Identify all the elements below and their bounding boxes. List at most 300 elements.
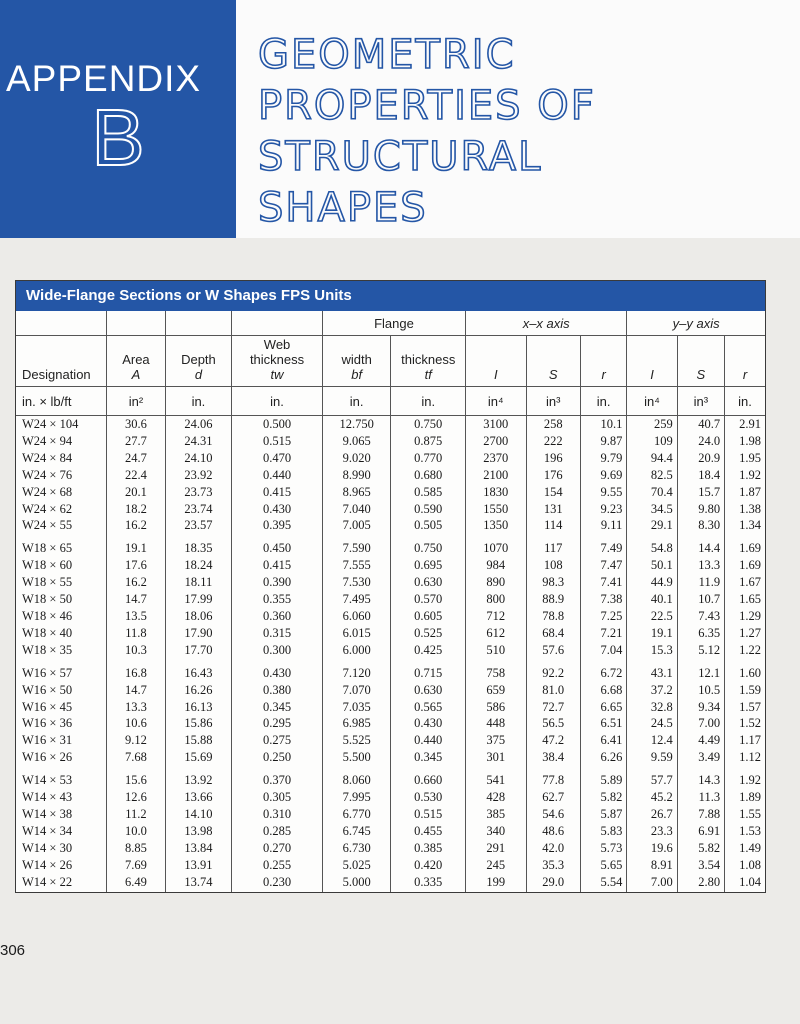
value-cell: 18.24 [165, 557, 232, 574]
value-cell: 6.000 [322, 642, 391, 659]
table-row [16, 501, 765, 518]
value-cell: 1.67 [739, 575, 761, 590]
designation-cell: W18 × 40 [16, 625, 107, 642]
value-cell: 0.230 [232, 874, 323, 893]
area-header [107, 336, 165, 387]
value-cell: 40.7 [677, 416, 724, 433]
value-cell: 0.305 [232, 789, 323, 806]
value-cell: 1.92 [739, 773, 761, 788]
appendix-header [0, 0, 800, 238]
value-cell: 0.875 [391, 433, 466, 450]
designation-cell: W16 × 50 [16, 682, 107, 699]
value-cell: 1.52 [739, 716, 761, 731]
value-cell: 13.74 [165, 874, 232, 893]
value-cell: 1.38 [739, 501, 761, 516]
value-cell: 18.11 [165, 574, 232, 591]
value-cell: 0.415 [232, 484, 323, 501]
value-cell: 47.2 [526, 732, 580, 749]
value-cell: 15.69 [165, 749, 232, 766]
unit-cell: in³ [677, 387, 724, 416]
value-cell: 78.8 [526, 608, 580, 625]
value-cell: 17.70 [165, 642, 232, 659]
value-cell: 20.9 [677, 450, 724, 467]
value-cell: 7.68 [107, 749, 165, 766]
value-cell: 258 [526, 416, 580, 433]
value-cell: 586 [466, 699, 526, 716]
value-cell: 13.92 [165, 766, 232, 789]
designation-cell: W18 × 60 [16, 557, 107, 574]
value-cell: 0.360 [232, 608, 323, 625]
value-cell: 428 [466, 789, 526, 806]
value-cell: 984 [466, 557, 526, 574]
designation-cell: W18 × 55 [16, 574, 107, 591]
designation-cell: W16 × 36 [16, 715, 107, 732]
unit-cell: in⁴ [466, 387, 526, 416]
value-cell: 0.500 [232, 416, 323, 433]
value-cell: 82.5 [627, 467, 677, 484]
value-cell: 7.040 [322, 501, 391, 518]
value-cell: 3100 [466, 416, 526, 433]
value-cell: 0.250 [232, 749, 323, 766]
value-cell: 0.515 [391, 806, 466, 823]
designation-cell: W24 × 104 [16, 416, 107, 433]
value-cell: 0.355 [232, 591, 323, 608]
value-cell: 0.415 [232, 557, 323, 574]
value-cell: 48.6 [526, 823, 580, 840]
value-cell: 0.380 [232, 682, 323, 699]
table-row [16, 534, 765, 557]
designation-cell: W14 × 34 [16, 823, 107, 840]
value-cell: 98.3 [526, 574, 580, 591]
value-cell: 7.43 [677, 608, 724, 625]
value-cell: 34.5 [627, 501, 677, 518]
flange-thickness-header [391, 336, 466, 387]
designation-cell: W14 × 26 [16, 857, 107, 874]
value-cell: 12.750 [322, 416, 391, 433]
value-cell: 7.590 [322, 534, 391, 557]
value-cell: 8.85 [107, 840, 165, 857]
table-row [16, 682, 765, 699]
value-cell: 5.82 [677, 840, 724, 857]
value-cell: 10.1 [580, 416, 626, 433]
value-cell: 1.49 [739, 840, 761, 855]
iy-header: I [627, 336, 677, 387]
value-cell: 0.515 [232, 433, 323, 450]
header-spacer [165, 311, 232, 336]
unit-cell: in³ [526, 387, 580, 416]
value-cell: 45.2 [627, 789, 677, 806]
value-cell: 510 [466, 642, 526, 659]
value-cell: 9.11 [580, 517, 626, 534]
value-cell: 114 [526, 517, 580, 534]
value-cell: 131 [526, 501, 580, 518]
value-cell: 7.04 [580, 642, 626, 659]
table-row [16, 416, 765, 433]
value-cell: 17.99 [165, 591, 232, 608]
value-cell: 35.3 [526, 857, 580, 874]
value-cell: 18.4 [677, 467, 724, 484]
value-cell: 29.0 [526, 874, 580, 893]
flange-thickness-symbol: tf [424, 367, 432, 382]
designation-cell: W14 × 30 [16, 840, 107, 857]
value-cell: 2100 [466, 467, 526, 484]
value-cell: 11.9 [677, 574, 724, 591]
designation-cell: W14 × 53 [16, 766, 107, 789]
designation-cell: W14 × 43 [16, 789, 107, 806]
value-cell: 0.505 [391, 517, 466, 534]
title-line: STRUCTURAL [258, 134, 543, 180]
value-cell: 3.49 [677, 749, 724, 766]
value-cell: 7.21 [580, 625, 626, 642]
designation-cell: W14 × 38 [16, 806, 107, 823]
value-cell: 24.5 [627, 715, 677, 732]
value-cell: 199 [466, 874, 526, 893]
table-row [16, 823, 765, 840]
depth-header [165, 336, 232, 387]
value-cell: 0.530 [391, 789, 466, 806]
value-cell: 541 [466, 766, 526, 789]
value-cell: 5.500 [322, 749, 391, 766]
value-cell: 6.91 [677, 823, 724, 840]
unit-cell: in. [232, 387, 323, 416]
value-cell: 10.0 [107, 823, 165, 840]
value-cell: 5.54 [580, 874, 626, 893]
designation-cell: W18 × 65 [16, 534, 107, 557]
value-cell: 18.06 [165, 608, 232, 625]
value-cell: 7.035 [322, 699, 391, 716]
value-cell: 5.65 [580, 857, 626, 874]
table-row [16, 467, 765, 484]
value-cell: 1.95 [739, 450, 761, 465]
value-cell: 7.120 [322, 659, 391, 682]
header-spacer [16, 311, 107, 336]
value-cell: 5.89 [580, 766, 626, 789]
flange-width-header [322, 336, 391, 387]
value-cell: 18.35 [165, 534, 232, 557]
value-cell: 50.1 [627, 557, 677, 574]
value-cell: 245 [466, 857, 526, 874]
value-cell: 0.440 [391, 732, 466, 749]
value-cell: 0.420 [391, 857, 466, 874]
table-banner: Wide-Flange Sections or W Shapes FPS Units [16, 281, 765, 311]
value-cell: 9.23 [580, 501, 626, 518]
value-cell: 222 [526, 433, 580, 450]
value-cell: 0.750 [391, 534, 466, 557]
value-cell: 1.17 [739, 733, 761, 748]
value-cell: 6.72 [580, 659, 626, 682]
designation-cell: W16 × 31 [16, 732, 107, 749]
designation-cell: W16 × 26 [16, 749, 107, 766]
value-cell: 7.530 [322, 574, 391, 591]
value-cell: 712 [466, 608, 526, 625]
value-cell: 6.730 [322, 840, 391, 857]
designation-cell: W24 × 94 [16, 433, 107, 450]
designation-header: Designation [16, 336, 107, 387]
flange-group-header: Flange [322, 311, 465, 336]
value-cell: 13.91 [165, 857, 232, 874]
value-cell: 57.7 [627, 766, 677, 789]
value-cell: 7.00 [677, 715, 724, 732]
value-cell: 6.745 [322, 823, 391, 840]
value-cell: 375 [466, 732, 526, 749]
unit-cell: in. [725, 387, 765, 416]
ix-header: I [466, 336, 526, 387]
value-cell: 12.1 [677, 659, 724, 682]
table-row [16, 557, 765, 574]
value-cell: 23.3 [627, 823, 677, 840]
value-cell: 0.450 [232, 534, 323, 557]
value-cell: 5.83 [580, 823, 626, 840]
value-cell: 29.1 [627, 517, 677, 534]
value-cell: 612 [466, 625, 526, 642]
value-cell: 1.55 [739, 806, 761, 821]
value-cell: 18.2 [107, 501, 165, 518]
value-cell: 117 [526, 534, 580, 557]
value-cell: 5.025 [322, 857, 391, 874]
value-cell: 0.770 [391, 450, 466, 467]
properties-table-panel [15, 280, 766, 893]
value-cell: 6.26 [580, 749, 626, 766]
value-cell: 9.12 [107, 732, 165, 749]
value-cell: 0.275 [232, 732, 323, 749]
value-cell: 44.9 [627, 574, 677, 591]
value-cell: 40.1 [627, 591, 677, 608]
value-cell: 0.295 [232, 715, 323, 732]
value-cell: 0.285 [232, 823, 323, 840]
value-cell: 24.0 [677, 433, 724, 450]
value-cell: 23.73 [165, 484, 232, 501]
value-cell: 16.26 [165, 682, 232, 699]
appendix-letter: B [91, 93, 145, 182]
value-cell: 54.8 [627, 534, 677, 557]
value-cell: 72.7 [526, 699, 580, 716]
depth-label: Depth [181, 352, 216, 367]
table-row [16, 874, 765, 893]
title-line: GEOMETRIC [258, 32, 516, 78]
value-cell: 6.51 [580, 715, 626, 732]
value-cell: 10.3 [107, 642, 165, 659]
value-cell: 0.630 [391, 574, 466, 591]
value-cell: 7.25 [580, 608, 626, 625]
value-cell: 7.47 [580, 557, 626, 574]
value-cell: 19.6 [627, 840, 677, 857]
table-row [16, 766, 765, 789]
web-header [232, 336, 323, 387]
value-cell: 1.69 [739, 558, 761, 573]
value-cell: 14.7 [107, 591, 165, 608]
value-cell: 16.2 [107, 574, 165, 591]
value-cell: 11.3 [677, 789, 724, 806]
value-cell: 62.7 [526, 789, 580, 806]
unit-cell: in⁴ [627, 387, 677, 416]
xx-axis-group-header: x–x axis [466, 311, 627, 336]
value-cell: 14.3 [677, 766, 724, 789]
value-cell: 23.92 [165, 467, 232, 484]
value-cell: 0.525 [391, 625, 466, 642]
value-cell: 9.55 [580, 484, 626, 501]
area-label: Area [122, 352, 150, 367]
value-cell: 11.2 [107, 806, 165, 823]
table-row [16, 699, 765, 716]
value-cell: 0.570 [391, 591, 466, 608]
value-cell: 0.345 [391, 749, 466, 766]
value-cell: 17.6 [107, 557, 165, 574]
value-cell: 0.470 [232, 450, 323, 467]
value-cell: 13.5 [107, 608, 165, 625]
value-cell: 0.315 [232, 625, 323, 642]
value-cell: 57.6 [526, 642, 580, 659]
area-symbol: A [131, 367, 141, 382]
value-cell: 13.98 [165, 823, 232, 840]
title-line: SHAPES [258, 185, 428, 231]
value-cell: 7.49 [580, 534, 626, 557]
designation-cell: W24 × 55 [16, 517, 107, 534]
designation-cell: W16 × 57 [16, 659, 107, 682]
value-cell: 3.54 [677, 857, 724, 874]
value-cell: 6.985 [322, 715, 391, 732]
value-cell: 24.7 [107, 450, 165, 467]
value-cell: 0.430 [232, 501, 323, 518]
yy-axis-group-header: y–y axis [627, 311, 765, 336]
table-row [16, 732, 765, 749]
value-cell: 9.065 [322, 433, 391, 450]
value-cell: 68.4 [526, 625, 580, 642]
appendix-label: APPENDIX [6, 58, 202, 99]
unit-cell: in. × lb/ft [16, 387, 107, 416]
value-cell: 0.310 [232, 806, 323, 823]
value-cell: 15.88 [165, 732, 232, 749]
table-row [16, 591, 765, 608]
value-cell: 23.57 [165, 517, 232, 534]
page-number: 306 [0, 942, 26, 959]
value-cell: 0.255 [232, 857, 323, 874]
properties-table [16, 311, 765, 892]
value-cell: 10.7 [677, 591, 724, 608]
value-cell: 88.9 [526, 591, 580, 608]
value-cell: 8.965 [322, 484, 391, 501]
value-cell: 8.91 [627, 857, 677, 874]
value-cell: 1.69 [739, 541, 761, 556]
appendix-badge [0, 0, 236, 238]
value-cell: 0.425 [391, 642, 466, 659]
table-row [16, 625, 765, 642]
value-cell: 77.8 [526, 766, 580, 789]
value-cell: 2.91 [739, 417, 761, 431]
value-cell: 6.35 [677, 625, 724, 642]
value-cell: 8.990 [322, 467, 391, 484]
unit-cell: in. [165, 387, 232, 416]
value-cell: 7.69 [107, 857, 165, 874]
value-cell: 2.80 [677, 874, 724, 893]
value-cell: 1.29 [739, 608, 761, 623]
value-cell: 56.5 [526, 715, 580, 732]
table-row [16, 484, 765, 501]
value-cell: 19.1 [627, 625, 677, 642]
value-cell: 0.660 [391, 766, 466, 789]
table-row [16, 642, 765, 659]
value-cell: 758 [466, 659, 526, 682]
value-cell: 0.390 [232, 574, 323, 591]
value-cell: 54.6 [526, 806, 580, 823]
value-cell: 9.69 [580, 467, 626, 484]
value-cell: 9.79 [580, 450, 626, 467]
value-cell: 1.22 [739, 642, 761, 657]
value-cell: 1.04 [739, 874, 761, 889]
value-cell: 24.31 [165, 433, 232, 450]
value-cell: 22.5 [627, 608, 677, 625]
value-cell: 196 [526, 450, 580, 467]
value-cell: 13.3 [677, 557, 724, 574]
header-spacer [107, 311, 165, 336]
table-row [16, 715, 765, 732]
value-cell: 7.070 [322, 682, 391, 699]
value-cell: 6.65 [580, 699, 626, 716]
value-cell: 1.12 [739, 750, 761, 765]
value-cell: 23.74 [165, 501, 232, 518]
value-cell: 1.60 [739, 665, 761, 680]
designation-cell: W18 × 50 [16, 591, 107, 608]
rx-header: r [580, 336, 626, 387]
value-cell: 0.345 [232, 699, 323, 716]
designation-cell: W24 × 68 [16, 484, 107, 501]
designation-cell: W18 × 35 [16, 642, 107, 659]
table-row [16, 517, 765, 534]
value-cell: 301 [466, 749, 526, 766]
designation-cell: W18 × 46 [16, 608, 107, 625]
value-cell: 259 [627, 416, 677, 433]
value-cell: 16.8 [107, 659, 165, 682]
value-cell: 2370 [466, 450, 526, 467]
value-cell: 1.53 [739, 823, 761, 838]
value-cell: 0.590 [391, 501, 466, 518]
value-cell: 7.495 [322, 591, 391, 608]
value-cell: 70.4 [627, 484, 677, 501]
unit-cell: in. [322, 387, 391, 416]
value-cell: 24.06 [165, 416, 232, 433]
value-cell: 7.41 [580, 574, 626, 591]
value-cell: 1550 [466, 501, 526, 518]
value-cell: 1.59 [739, 682, 761, 697]
value-cell: 14.7 [107, 682, 165, 699]
value-cell: 6.41 [580, 732, 626, 749]
value-cell: 0.680 [391, 467, 466, 484]
unit-cell: in. [391, 387, 466, 416]
value-cell: 15.7 [677, 484, 724, 501]
value-cell: 37.2 [627, 682, 677, 699]
value-cell: 7.88 [677, 806, 724, 823]
value-cell: 0.715 [391, 659, 466, 682]
value-cell: 11.8 [107, 625, 165, 642]
designation-cell: W24 × 62 [16, 501, 107, 518]
value-cell: 5.82 [580, 789, 626, 806]
value-cell: 340 [466, 823, 526, 840]
value-cell: 42.0 [526, 840, 580, 857]
value-cell: 26.7 [627, 806, 677, 823]
value-cell: 19.1 [107, 534, 165, 557]
value-cell: 27.7 [107, 433, 165, 450]
value-cell: 9.80 [677, 501, 724, 518]
value-cell: 0.385 [391, 840, 466, 857]
value-cell: 15.6 [107, 766, 165, 789]
value-cell: 0.630 [391, 682, 466, 699]
value-cell: 291 [466, 840, 526, 857]
depth-symbol: d [194, 367, 203, 382]
value-cell: 1.87 [739, 484, 761, 499]
value-cell: 9.020 [322, 450, 391, 467]
flange-width-symbol: bf [351, 367, 363, 382]
value-cell: 38.4 [526, 749, 580, 766]
table-row [16, 450, 765, 467]
